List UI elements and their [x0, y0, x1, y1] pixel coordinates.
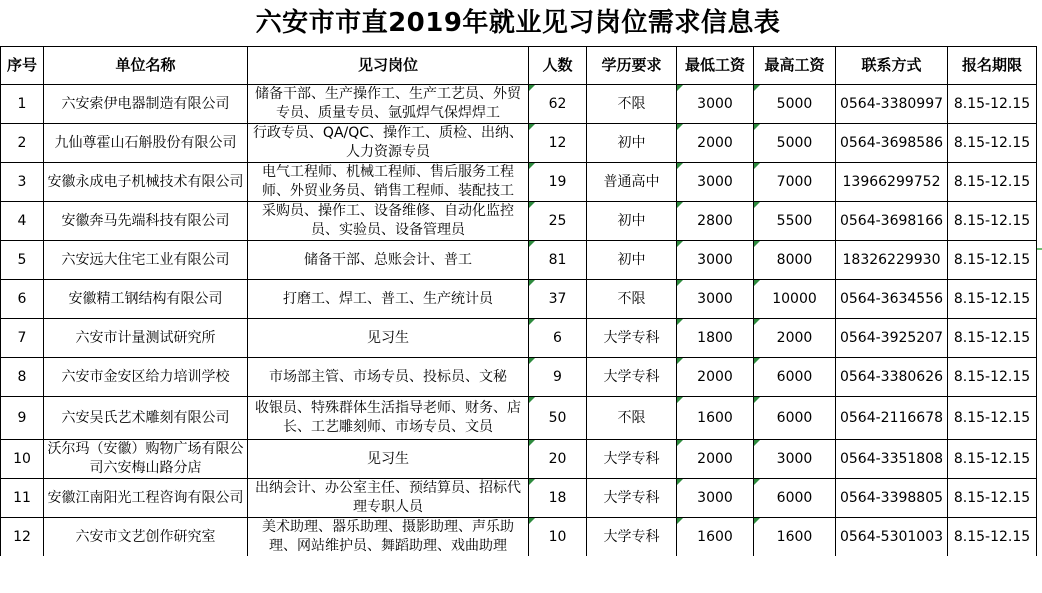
cell-max[interactable]: 6000	[754, 358, 836, 397]
cell-unit[interactable]: 安徽奔马先端科技有限公司	[44, 202, 248, 241]
table-row	[1, 241, 1037, 280]
header-min[interactable]: 最低工资	[677, 47, 754, 85]
cell-contact[interactable]: 0564-3698166	[836, 202, 948, 241]
header-period[interactable]: 报名期限	[948, 47, 1037, 85]
cell-max[interactable]: 6000	[754, 397, 836, 440]
cell-period[interactable]: 8.15-12.15	[948, 124, 1037, 163]
cell-max[interactable]: 7000	[754, 163, 836, 202]
table-row	[1, 124, 1037, 163]
cell-contact[interactable]: 0564-3351808	[836, 440, 948, 479]
cell-min[interactable]: 1800	[677, 319, 754, 358]
cell-count[interactable]: 10	[529, 518, 587, 557]
table-row	[1, 202, 1037, 241]
cell-min[interactable]: 2800	[677, 202, 754, 241]
cell-contact[interactable]: 0564-5301003	[836, 518, 948, 557]
cell-unit[interactable]: 六安吴氏艺术雕刻有限公司	[44, 397, 248, 440]
header-count[interactable]: 人数	[529, 47, 587, 85]
cell-contact[interactable]: 0564-3398805	[836, 479, 948, 518]
table-row	[1, 479, 1037, 518]
cell-period[interactable]: 8.15-12.15	[948, 397, 1037, 440]
cell-contact[interactable]: 0564-3634556	[836, 280, 948, 319]
table-row	[1, 85, 1037, 124]
cell-max[interactable]: 3000	[754, 440, 836, 479]
cell-post[interactable]: 电气工程师、机械工程师、售后服务工程师、外贸业务员、销售工程师、装配技工	[248, 163, 529, 202]
cell-no[interactable]: 11	[1, 479, 44, 518]
cell-count[interactable]: 12	[529, 124, 587, 163]
cell-period[interactable]: 8.15-12.15	[948, 440, 1037, 479]
cell-min[interactable]: 3000	[677, 163, 754, 202]
cell-unit[interactable]: 安徽精工钢结构有限公司	[44, 280, 248, 319]
header-edu[interactable]: 学历要求	[587, 47, 677, 85]
cell-edu[interactable]: 大学专科	[587, 479, 677, 518]
cell-edu[interactable]: 不限	[587, 85, 677, 124]
cell-period[interactable]: 8.15-12.15	[948, 280, 1037, 319]
cell-period[interactable]: 8.15-12.15	[948, 241, 1037, 280]
cell-max[interactable]: 5500	[754, 202, 836, 241]
cell-min[interactable]: 3000	[677, 280, 754, 319]
cell-count[interactable]: 62	[529, 85, 587, 124]
header-unit[interactable]: 单位名称	[44, 47, 248, 85]
cell-post[interactable]: 采购员、操作工、设备维修、自动化监控员、实验员、设备管理员	[248, 202, 529, 241]
cell-no[interactable]: 4	[1, 202, 44, 241]
cell-unit[interactable]: 六安市文艺创作研究室	[44, 518, 248, 557]
cell-min[interactable]: 2000	[677, 124, 754, 163]
job-table	[0, 46, 1037, 556]
cell-unit[interactable]: 安徽江南阳光工程咨询有限公司	[44, 479, 248, 518]
cell-unit[interactable]: 六安索伊电器制造有限公司	[44, 85, 248, 124]
cell-max[interactable]: 1600	[754, 518, 836, 557]
cell-min[interactable]: 1600	[677, 397, 754, 440]
cell-edu[interactable]: 普通高中	[587, 163, 677, 202]
cell-min[interactable]: 3000	[677, 241, 754, 280]
header-contact[interactable]: 联系方式	[836, 47, 948, 85]
cell-count[interactable]: 6	[529, 319, 587, 358]
cell-unit[interactable]: 沃尔玛（安徽）购物广场有限公司六安梅山路分店	[44, 440, 248, 479]
cell-max[interactable]: 10000	[754, 280, 836, 319]
cell-period[interactable]: 8.15-12.15	[948, 202, 1037, 241]
cell-period[interactable]: 8.15-12.15	[948, 479, 1037, 518]
cell-post[interactable]: 行政专员、QA/QC、操作工、质检、出纳、人力资源专员	[248, 124, 529, 163]
cell-edu[interactable]: 不限	[587, 280, 677, 319]
table-row	[1, 163, 1037, 202]
header-post[interactable]: 见习岗位	[248, 47, 529, 85]
cell-post[interactable]: 储备干部、生产操作工、生产工艺员、外贸专员、质量专员、氩弧焊气保焊焊工	[248, 85, 529, 124]
table-row	[1, 518, 1037, 557]
header-no[interactable]: 序号	[1, 47, 44, 85]
cell-unit[interactable]: 六安市计量测试研究所	[44, 319, 248, 358]
cell-count[interactable]: 9	[529, 358, 587, 397]
page-title: 六安市市直2019年就业见习岗位需求信息表	[255, 8, 781, 38]
cell-contact[interactable]: 0564-2116678	[836, 397, 948, 440]
cell-no[interactable]: 6	[1, 280, 44, 319]
cell-unit[interactable]: 安徽永成电子机械技术有限公司	[44, 163, 248, 202]
header-row	[1, 47, 1037, 85]
cell-min[interactable]: 3000	[677, 85, 754, 124]
cell-edu[interactable]: 大学专科	[587, 358, 677, 397]
table-row	[1, 358, 1037, 397]
cell-min[interactable]: 3000	[677, 479, 754, 518]
cell-contact[interactable]: 0564-3380997	[836, 85, 948, 124]
cell-max[interactable]: 8000	[754, 241, 836, 280]
cell-post[interactable]: 美术助理、器乐助理、摄影助理、声乐助理、网站维护员、舞蹈助理、戏曲助理	[248, 518, 529, 557]
cell-min[interactable]: 1600	[677, 518, 754, 557]
cell-unit[interactable]: 九仙尊霍山石斛股份有限公司	[44, 124, 248, 163]
cell-count[interactable]: 50	[529, 397, 587, 440]
cell-min[interactable]: 2000	[677, 358, 754, 397]
cell-count[interactable]: 18	[529, 479, 587, 518]
cell-unit[interactable]: 六安市金安区给力培训学校	[44, 358, 248, 397]
cell-contact[interactable]: 0564-3698586	[836, 124, 948, 163]
cell-contact[interactable]: 18326229930	[836, 241, 948, 280]
cell-no[interactable]: 3	[1, 163, 44, 202]
cell-post[interactable]: 储备干部、总账会计、普工	[248, 241, 529, 280]
cell-count[interactable]: 25	[529, 202, 587, 241]
table-row	[1, 319, 1037, 358]
cell-post[interactable]: 市场部主管、市场专员、投标员、文秘	[248, 358, 529, 397]
cell-post[interactable]: 打磨工、焊工、普工、生产统计员	[248, 280, 529, 319]
cell-edu[interactable]: 初中	[587, 202, 677, 241]
cell-max[interactable]: 2000	[754, 319, 836, 358]
table-row	[1, 397, 1037, 440]
cell-contact[interactable]: 13966299752	[836, 163, 948, 202]
selection-edge	[1037, 248, 1042, 250]
cell-contact[interactable]: 0564-3380626	[836, 358, 948, 397]
cell-no[interactable]: 7	[1, 319, 44, 358]
cell-edu[interactable]: 大学专科	[587, 319, 677, 358]
cell-max[interactable]: 5000	[754, 85, 836, 124]
table-row	[1, 440, 1037, 479]
cell-min[interactable]: 2000	[677, 440, 754, 479]
cell-edu[interactable]: 不限	[587, 397, 677, 440]
cell-period[interactable]: 8.15-12.15	[948, 518, 1037, 557]
cell-post[interactable]: 出纳会计、办公室主任、预结算员、招标代理专职人员	[248, 479, 529, 518]
cell-period[interactable]: 8.15-12.15	[948, 358, 1037, 397]
table-row	[1, 280, 1037, 319]
cell-no[interactable]: 10	[1, 440, 44, 479]
cell-edu[interactable]: 初中	[587, 241, 677, 280]
cell-max[interactable]: 6000	[754, 479, 836, 518]
cell-period[interactable]: 8.15-12.15	[948, 85, 1037, 124]
cell-no[interactable]: 2	[1, 124, 44, 163]
cell-post[interactable]: 收银员、特殊群体生活指导老师、财务、店长、工艺雕刻师、市场专员、文员	[248, 397, 529, 440]
cell-unit[interactable]: 六安远大住宅工业有限公司	[44, 241, 248, 280]
cell-post[interactable]: 见习生	[248, 440, 529, 479]
cell-period[interactable]: 8.15-12.15	[948, 319, 1037, 358]
cell-count[interactable]: 37	[529, 280, 587, 319]
cell-period[interactable]: 8.15-12.15	[948, 163, 1037, 202]
cell-no[interactable]: 1	[1, 85, 44, 124]
cell-count[interactable]: 81	[529, 241, 587, 280]
cell-no[interactable]: 5	[1, 241, 44, 280]
cell-count[interactable]: 19	[529, 163, 587, 202]
cell-count[interactable]: 20	[529, 440, 587, 479]
cell-no[interactable]: 9	[1, 397, 44, 440]
cell-edu[interactable]: 初中	[587, 124, 677, 163]
cell-no[interactable]: 8	[1, 358, 44, 397]
cell-edu[interactable]: 大学专科	[587, 518, 677, 557]
cell-contact[interactable]: 0564-3925207	[836, 319, 948, 358]
cell-no[interactable]: 12	[1, 518, 44, 557]
cell-post[interactable]: 见习生	[248, 319, 529, 358]
cell-edu[interactable]: 大学专科	[587, 440, 677, 479]
header-max[interactable]: 最高工资	[754, 47, 836, 85]
cell-max[interactable]: 5000	[754, 124, 836, 163]
